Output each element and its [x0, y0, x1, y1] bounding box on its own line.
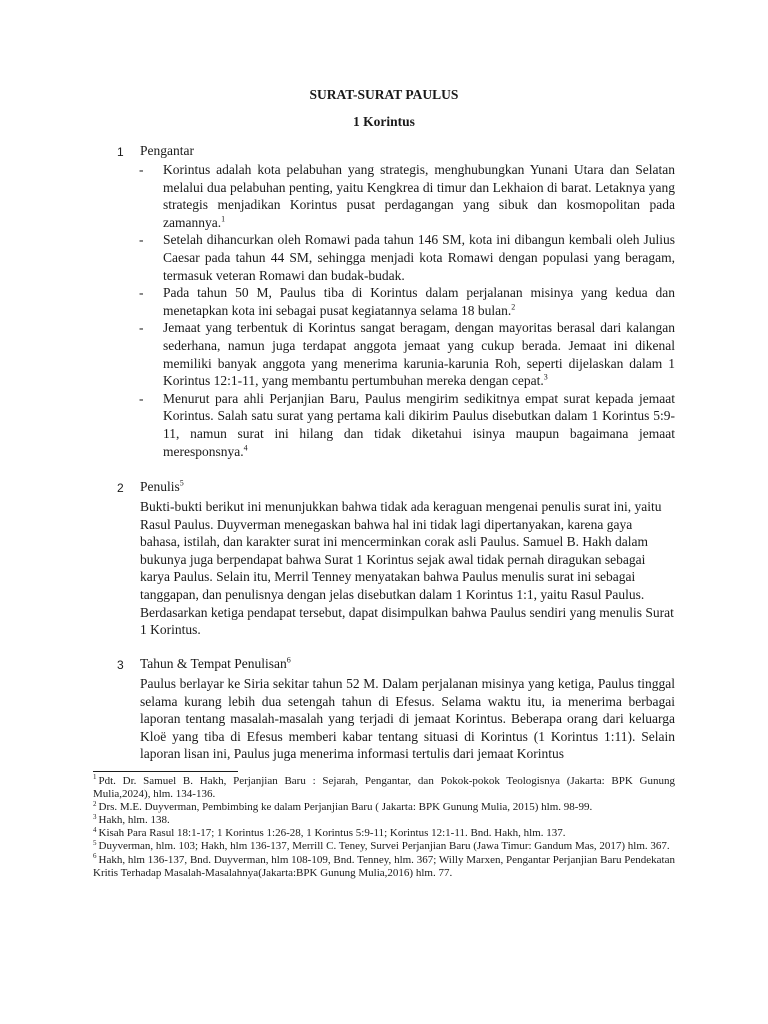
page-subtitle: 1 Korintus — [353, 114, 415, 129]
footnote-ref[interactable]: 1 — [221, 214, 226, 224]
footnote: $^4$ Kisah Para Rasul 18:1-17; 1 Korintus 1:26-28, 1 Korintus 5:9-11; Korintus 12:1-11. Bnd. Hakh, hlm. 137. — [93, 825, 566, 840]
dash-marker: - — [139, 285, 144, 301]
footnote-number: 1 — [93, 773, 97, 782]
footnote-number: 4 — [93, 825, 97, 834]
dash-marker: - — [139, 162, 144, 177]
footnote: $^2$ Drs. M.E. Duyverman, Pembimbing ke dalam Perjanjian Baru ( Jakarta: BPK Gunung Mulia, 2015) hlm. 98-99. — [93, 799, 593, 814]
footnote-number: 3 — [93, 812, 97, 821]
section-number: 3 — [117, 658, 124, 672]
footnote-number: 5 — [93, 838, 97, 847]
footnote: $^5$ Duyverman, hlm. 103; Hakh, hlm 136-137, Merrill C. Teney, Survei Perjanjian Baru (Jawa Timur: Gandum Mas, 2017) hlm. 367. — [93, 838, 670, 853]
page-title: SURAT-SURAT PAULUS — [309, 87, 459, 102]
footnote-ref[interactable]: 5 — [179, 478, 184, 488]
footnote: $^6$ Hakh, hlm 136-137, Bnd. Duyverman, hlm 108-109, Bnd. Tenney, hlm. 367; Willy Marxen, Pengantar Perjanjian Baru Pendekatan Kritis Terhadap Masalah-Masalahnya(Jakarta:BPK Gunung Mulia,2016) hlm. 77. — [93, 851, 675, 879]
footnote-list — [93, 775, 675, 880]
section-paragraph: Paulus berlayar ke Siria sekitar tahun 52 M. Dalam perjalanan misinya yang ketiga, Paulus tinggal selama kurang lebih dua setengah tahun di Efesus. Selama waktu itu, ia menerima berbagai laporan tentang masalah-masalah yang terjadi di jemaat Korintus. Beberapa orang dari keluarga Kloë yang tiba di Efesus memberi kabar tentang situasi di Korintus (1 Korintus 1:11). Selain laporan lisan ini, Paulus juga menerima informasi tertulis dari jemaat Korintus — [140, 676, 675, 762]
footnote-separator — [93, 771, 238, 772]
dash-marker: - — [139, 320, 144, 336]
footnote-ref[interactable]: 2 — [511, 302, 516, 312]
section-number: 1 — [117, 145, 124, 159]
section-paragraph: Bukti-bukti berikut ini menunjukkan bahwa tidak ada keraguan mengenai penulis surat ini, yaitu Rasul Paulus. Duyverman menegaskan bahwa hal ini tidak lagi dipertanyakan, karena gaya bahasa, istilah, dan karakter surat ini mencerminkan corak asli Paulus. Samuel B. Hakh dalam bukunya juga berpendapat bahwa Surat 1 Korintus sejak awal tidak pernah diragukan sebagai karya Paulus. Selain itu, Merril Tenney menyatakan bahwa Paulus menulis surat ini sebagai tanggapan, dan penulisnya dengan jelas disebutkan dalam 1 Korintus 1:1, yaitu Rasul Paulus. Berdasarkan ketiga pendapat tersebut, dapat disimpulkan bahwa Paulus sendiri yang menulis Surat 1 Korintus. — [140, 499, 674, 638]
section-heading-tahun-tempat: Tahun & Tempat Penulisan$^6$ — [140, 655, 291, 671]
footnote-ref[interactable]: 4 — [243, 443, 248, 452]
dash-marker: - — [139, 232, 144, 248]
footnote-number: 6 — [93, 851, 97, 860]
section-heading-penulis: Penulis$^5$ — [140, 478, 184, 494]
footnote-ref[interactable]: 3 — [543, 372, 548, 382]
footnote-ref[interactable]: 6 — [286, 655, 291, 665]
footnote: $^1$ Pdt. Dr. Samuel B. Hakh, Perjanjian Baru : Sejarah, Pengantar, dan Pokok-pokok Teologisnya (Jakarta: BPK Gunung Mulia,2024), hlm. 134-136. — [93, 773, 675, 801]
list-item: - Setelah dihancurkan oleh Romawi pada tahun 146 SM, kota ini dibangun kembali oleh Julius Caesar pada tahun 44 SM, sehingga menjadi kota Romawi dengan populasi yang beragam, termasuk veteran Romawi dan budak-budak. — [139, 232, 675, 283]
footnote: $^3$ Hakh, hlm. 138. — [93, 812, 170, 827]
section-number: 2 — [117, 481, 124, 495]
footnote-number: 2 — [93, 799, 97, 808]
list-item: - Jemaat yang terbentuk di Korintus sangat beragam, dengan mayoritas berasal dari kalangan sederhana, namun juga terdapat anggota jemaat yang cukup berada. Jemaat ini dikenal memiliki banyak anggota yang menerima karunia-karunia Roh, seperti dijelaskan dalam 1 Korintus 12:1-11, yang membantu pertumbuhan mereka dengan cepat.$^3$ — [139, 320, 675, 389]
bullet-list — [139, 161, 675, 460]
section-heading-pengantar: Pengantar — [140, 143, 194, 158]
dash-marker: - — [139, 390, 144, 406]
list-item: - Korintus adalah kota pelabuhan yang strategis, menghubungkan Yunani Utara dan Selatan melalui dua pelabuhan penting, yaitu Kengkrea di timur dan Lekhaion di barat. Letaknya yang strategis menjadikan Korintus pusat perdagangan yang sibuk dan kosmopolitan pada zamannya.$^1$ — [139, 162, 675, 230]
list-item: - Pada tahun 50 M, Paulus tiba di Korintus dalam perjalanan misinya yang kedua dan menetapkan kota ini sebagai pusat kegiatannya selama 18 bulan.$^2$ — [139, 285, 675, 318]
list-item: - Menurut para ahli Perjanjian Baru, Paulus mengirim sedikitnya empat surat kepada jemaat Korintus. Salah satu surat yang pertama kali dikirim Paulus disebutkan dalam 1 Korintus 5:9-11, namun surat ini hilang dan tidak diketahui isinya maupun bagaimana jemaat meresponsnya.$^4$ — [139, 390, 675, 459]
